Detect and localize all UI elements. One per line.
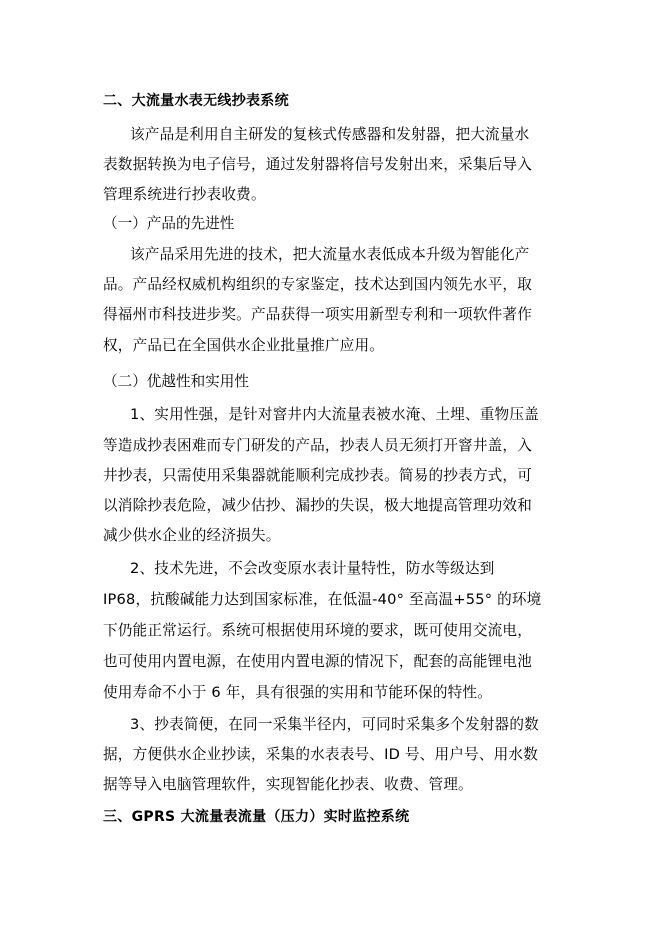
p2-line-2: IP68，抗酸碱能力达到国家标准，在低温-40° 至高温+55° 的环境	[103, 591, 542, 608]
p3-line-3: 据等导入电脑管理软件，实现智能化抄表、收费、管理。	[103, 776, 473, 793]
p1-line-1: 1、实用性强，是针对窨井内大流量表被水淹、土埋、重物压盖	[130, 406, 539, 423]
p2-line-4: 也可使用内置电源，在使用内置电源的情况下，配套的高能锂电池	[103, 653, 533, 670]
section1-line-3: 得福州市科技进步奖。产品获得一项实用新型专利和一项软件著作	[103, 306, 533, 323]
section1-line-4: 权，产品已在全国供水企业批量推广应用。	[103, 337, 385, 354]
section1-line-1: 该产品采用先进的技术，把大流量水表低成本升级为智能化产	[130, 246, 530, 263]
subsection-title-2: （二）优越性和实用性	[103, 373, 249, 390]
subsection-title-1: （一）产品的先进性	[103, 215, 235, 232]
p2-line-3: 下仍能正常运行。系统可根据使用环境的要求，既可使用交流电，	[103, 622, 533, 639]
intro-line-2: 表数据转换为电子信号，通过发射器将信号发射出来，采集后导入	[103, 156, 533, 173]
p3-line-1: 3、抄表简便，在同一采集半径内，可同时采集多个发射器的数	[130, 716, 539, 733]
p2-line-5: 使用寿命不小于 6 年，具有很强的实用和节能环保的特性。	[103, 684, 493, 701]
p1-line-3: 井抄表，只需使用采集器就能顺利完成抄表。简易的抄表方式，可	[103, 467, 533, 484]
p2-line-1: 2、技术先进，不会改变原水表计量特性，防水等级达到	[130, 560, 495, 577]
p1-line-2: 等造成抄表困难而专门研发的产品，抄表人员无须打开窨井盖，入	[103, 437, 533, 454]
p3-line-2: 据，方便供水企业抄读，采集的水表表号、ID 号、用户号、用水数	[103, 746, 539, 763]
p1-line-5: 减少供水企业的经济损失。	[103, 527, 281, 544]
section1-line-2: 品。产品经权威机构组织的专家鉴定，技术达到国内领先水平，取	[103, 276, 533, 293]
intro-line-3: 管理系统进行抄表收费。	[103, 186, 266, 203]
section-heading-3: 三、GPRS 大流量表流量（压力）实时监控系统	[103, 809, 410, 825]
p1-line-4: 以消除抄表危险，减少估抄、漏抄的失误，极大地提高管理功效和	[103, 497, 533, 514]
section-heading-2: 二、大流量水表无线抄表系统	[103, 93, 289, 109]
intro-line-1: 该产品是利用自主研发的复核式传感器和发射器，把大流量水	[130, 126, 530, 143]
